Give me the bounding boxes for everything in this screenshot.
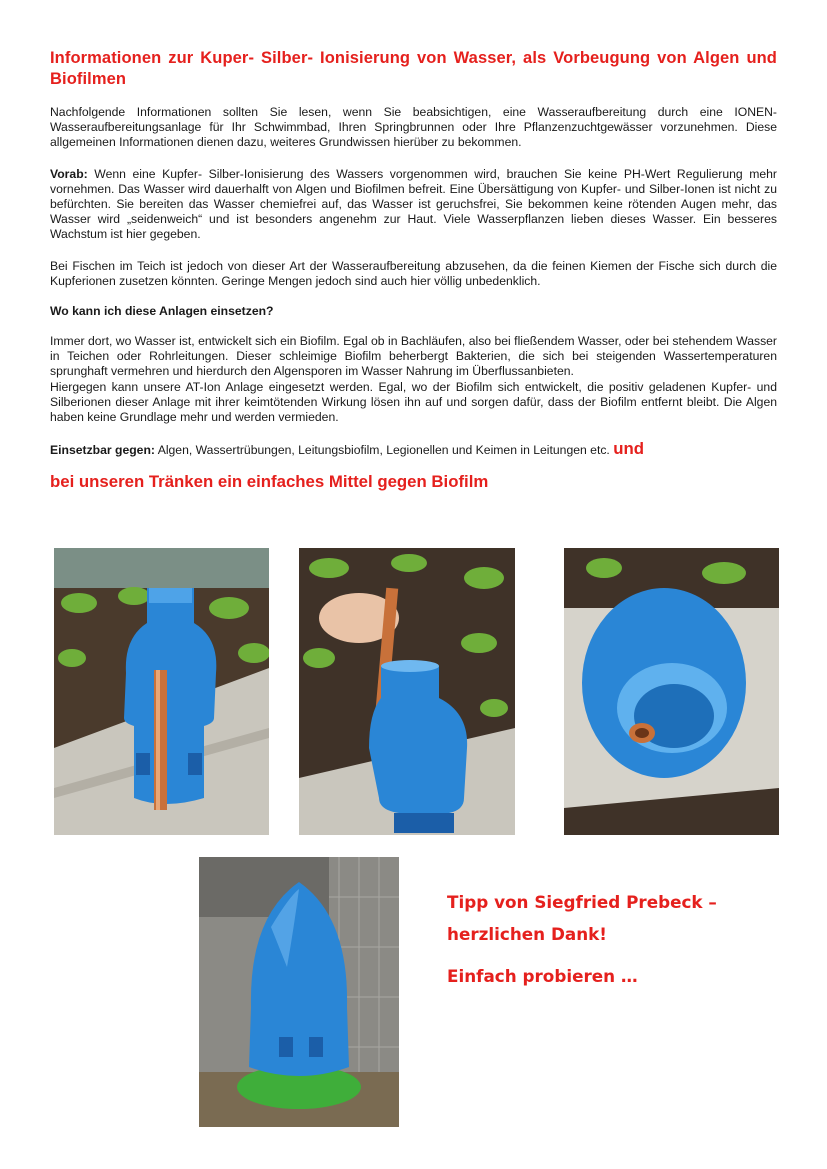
answer-paragraph-1: Immer dort, wo Wasser ist, entwickelt sich ein Biofilm. Egal ob in Bachläufen, also bei fließendem Wasser, oder bei stehendem Wasser in Teichen oder Rohrleitungen. Dieser schleimige Biofilm beherbergt Bakterien, die sich bei steigenden Wassertemperaturen sprunghaft vermehren und hierdurch den Algensporen im Wasser Nahrung im Überflussanbieten. [50, 334, 777, 379]
answer-paragraph-2: Hiergegen kann unsere AT-Ion Anlage eingesetzt werden. Egal, wo der Biofilm sich entwickelt, die positiv geladenen Kupfer- und Silberionen dieser Anlage mit ihrer keimtötenden Wirkung lösen ihn auf und sorgen dafür, dass der Biofilm entfernt bleibt. Die Algen haben keine Grundlage mehr und werden vermieden. [50, 379, 777, 425]
photo-pipe-insertion [299, 548, 515, 835]
vorab-text: Wenn eine Kupfer- Silber-Ionisierung des Wassers vorgenommen wird, brauchen Sie keine PH-Wert Regulierung mehr vornehmen. Das Wasser wird dauerhalft von Algen und Biofilmen befreit. Eine Übersättigung von Kupfer- und Silber-Ionen ist nicht zu befürchten. Sie bereiten das Wasser chemiefrei auf, das Wasser ist geruchsfrei, Sie bekommen keine rötenden Augen mehr, das Wasser wird „seidenweich“ und ist besonders angenehm zur Haut. Viele Wasserpflanzen lieben dieses Wasser. Ein besseres Wachstum ist hier gegeben. [50, 166, 777, 242]
tip-line-3: Einfach probieren … [447, 966, 638, 986]
photo-drinker-green-base [199, 857, 399, 1127]
usage-red-und: und [613, 439, 644, 459]
document-title: Informationen zur Kuper- Silber- Ionisierung von Wasser, als Vorbeugung von Algen und Biofilmen [50, 49, 777, 88]
section-heading: Wo kann ich diese Anlagen einsetzen? [50, 304, 274, 319]
photo-drinker-with-copper-pipe [54, 548, 269, 835]
usage-text: Algen, Wassertrübungen, Leitungsbiofilm, Legionellen und Keimen in Leitungen etc. [157, 443, 610, 458]
tip-line-2: herzlichen Dank! [447, 924, 607, 944]
photo-drinker-top-view [564, 548, 779, 835]
vorab-label: Vorab: [50, 166, 88, 181]
tip-line-1: Tipp von Siegfried Prebeck – [447, 892, 717, 912]
document-body [50, 48, 777, 493]
vorab-paragraph [50, 167, 777, 243]
tip-box [447, 886, 777, 992]
intro-paragraph: Nachfolgende Informationen sollten Sie lesen, wenn Sie beabsichtigen, eine Wasseraufbereitung durch eine IONEN-Wasseraufbereitungsanlage für Ihr Schwimmbad, Ihren Springbrunnen oder Ihre Pflanzenzuchtgewässer vorzunehmen. Diese allgemeinen Informationen dienen dazu, weiteres Grundwissen hierüber zu bekommen. [50, 105, 777, 150]
usage-paragraph [50, 440, 777, 459]
usage-label: Einsetzbar gegen: [50, 443, 155, 458]
usage-red-line: bei unseren Tränken ein einfaches Mittel gegen Biofilm [50, 472, 489, 492]
fish-paragraph: Bei Fischen im Teich ist jedoch von dieser Art der Wasseraufbereitung abzusehen, da die feinen Kiemen der Fische sich durch die Kupferionen zusetzen könnten. Geringe Mengen jedoch sind auch hier völlig unbedenklich. [50, 258, 777, 288]
